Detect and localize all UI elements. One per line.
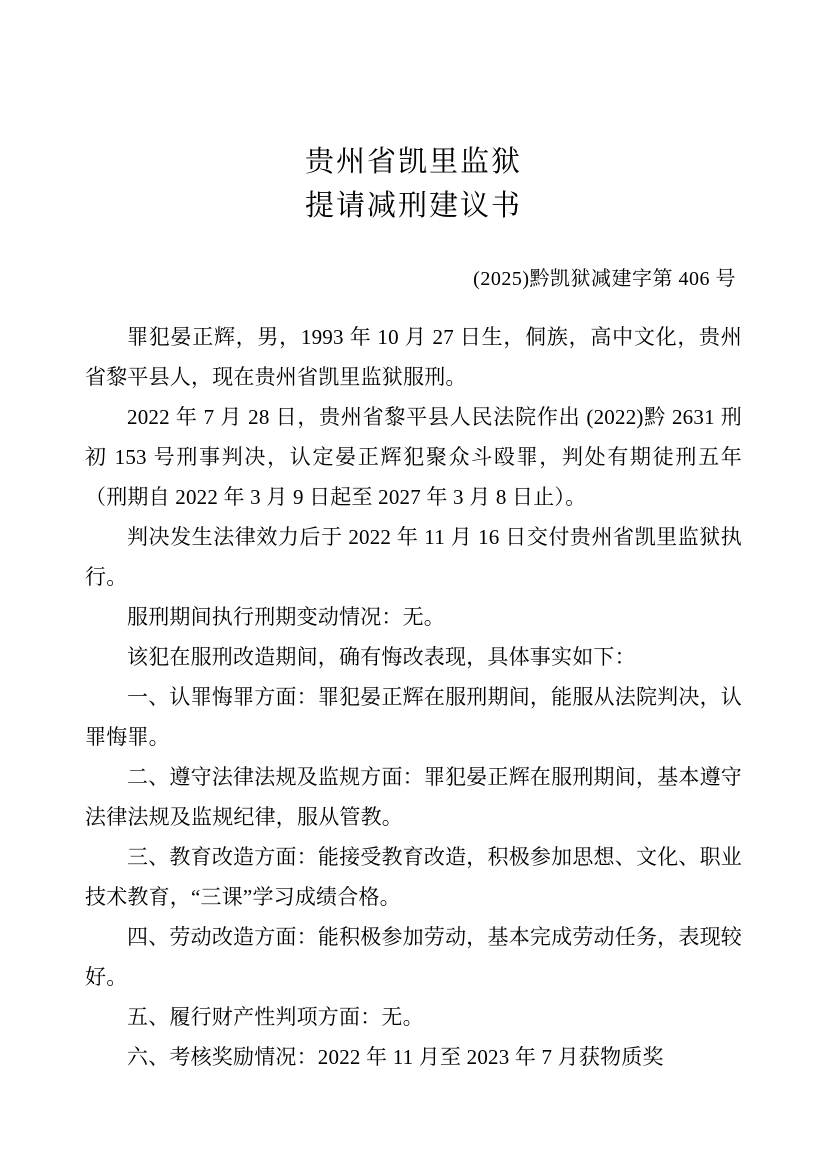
title-line-2: 提请减刑建议书 [304,190,522,222]
paragraph: 一、认罪悔罪方面：罪犯晏正辉在服刑期间，能服从法院判决，认罪悔罪。 [85,685,742,749]
document-number: (2025)黔凯狱减建字第 406 号 [473,268,736,290]
paragraph: 六、考核奖励情况：2022 年 11 月至 2023 年 7 月获物质奖 [127,1045,664,1069]
document-body [85,317,742,1077]
paragraph: 判决发生法律效力后于 2022 年 11 月 16 日交付贵州省凯里监狱执行。 [85,525,742,589]
paragraph: 服刑期间执行刑期变动情况：无。 [127,605,445,629]
paragraph: 五、履行财产性判项方面：无。 [127,1005,424,1029]
paragraph: 二、遵守法律法规及监规方面：罪犯晏正辉在服刑期间，基本遵守法律法规及监规纪律，服从管教。 [85,765,742,829]
paragraph: 该犯在服刑改造期间，确有悔改表现，具体事实如下： [127,645,636,669]
page-title [85,140,742,228]
paragraph: 三、教育改造方面：能接受教育改造，积极参加思想、文化、职业技术教育，“三课”学习成绩合格。 [85,845,742,909]
paragraph: 罪犯晏正辉，男，1993 年 10 月 27 日生，侗族，高中文化，贵州省黎平县人，现在贵州省凯里监狱服刑。 [85,325,742,389]
paragraph: 四、劳动改造方面：能积极参加劳动，基本完成劳动任务，表现较好。 [85,925,742,989]
title-line-1: 贵州省凯里监狱 [304,146,522,178]
paragraph: 2022 年 7 月 28 日，贵州省黎平县人民法院作出 (2022)黔 2631 刑初 153 号刑事判决，认定晏正辉犯聚众斗殴罪，判处有期徒刑五年（刑期自 2022 年 3 月 9 日起至 2027 年 3 月 8 日止）。 [85,405,742,509]
